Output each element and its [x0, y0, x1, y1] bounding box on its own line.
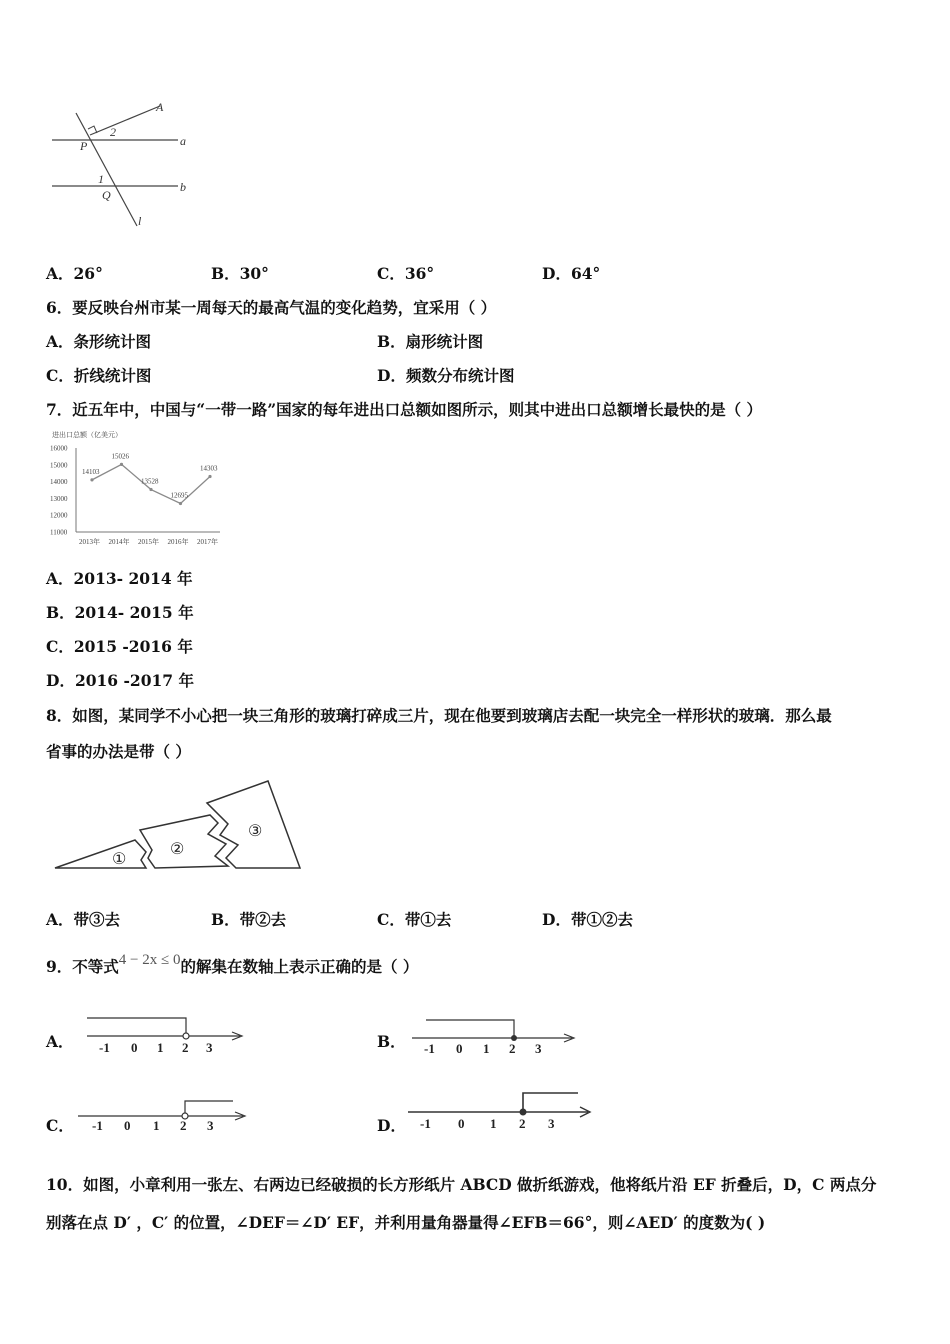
chart-point	[149, 488, 152, 491]
q8-text-line2: 省事的办法是带（ ）	[46, 742, 191, 761]
tick-b-2: 2	[509, 1041, 516, 1056]
q9-number-line-d[interactable]	[408, 1090, 598, 1136]
tick-a-2: 2	[182, 1040, 189, 1055]
tick-d-2: 2	[519, 1116, 526, 1131]
label-angle-1: 1	[98, 172, 104, 186]
q9-formula: 4 − 2x ≤ 0	[118, 952, 181, 968]
chart-value-label: 12695	[170, 491, 188, 500]
chart-ytick-label: 13000	[50, 494, 68, 503]
tick-a-m1: -1	[99, 1040, 110, 1055]
q6-option-a[interactable]: A．条形统计图	[46, 332, 152, 351]
chart-xtick-label: 2015年	[138, 538, 159, 546]
q7-option-a[interactable]: A．2013- 2014 年	[46, 569, 193, 588]
q9-number-line-b[interactable]	[412, 1017, 582, 1059]
q10-text-line2: 别落在点 D′ ，C′ 的位置，∠DEF＝∠D′ EF，并利用量角器量得∠EFB＝66°，则∠AED′ 的度数为( )	[46, 1213, 766, 1232]
tick-b-1: 1	[483, 1041, 490, 1056]
label-l: l	[138, 214, 142, 228]
q9-option-a-label[interactable]: A．	[46, 1032, 74, 1051]
q7-line-chart	[44, 428, 234, 550]
piece-label-2: ②	[170, 841, 185, 858]
q8-option-b[interactable]: B．带②去	[211, 910, 287, 929]
chart-ytick-label: 11000	[50, 528, 68, 537]
q8-broken-triangle-figure	[50, 778, 310, 873]
label-a: a	[180, 134, 186, 148]
chart-point	[120, 463, 123, 466]
chart-title: 进出口总额（亿美元）	[52, 431, 122, 439]
tick-b-m1: -1	[424, 1041, 435, 1056]
q9-option-b-label[interactable]: B．	[377, 1032, 406, 1051]
label-A: A	[156, 100, 164, 114]
tick-b-0: 0	[456, 1041, 463, 1056]
chart-point	[90, 478, 93, 481]
tick-c-m1: -1	[92, 1118, 103, 1133]
q6-option-c[interactable]: C．折线统计图	[46, 366, 152, 385]
glass-piece-1	[55, 840, 146, 868]
tick-d-m1: -1	[420, 1116, 431, 1131]
chart-ytick-label: 14000	[50, 478, 68, 487]
q7-option-c[interactable]: C．2015 -2016 年	[46, 637, 193, 656]
q8-text-line1: 8．如图，某同学不小心把一块三角形的玻璃打碎成三片，现在他要到玻璃店去配一块完全一样形状的玻璃．那么最	[46, 706, 832, 725]
tick-c-2: 2	[180, 1118, 187, 1133]
q9-question	[46, 952, 419, 977]
tick-d-1: 1	[490, 1116, 497, 1131]
chart-ytick-label: 15000	[50, 461, 68, 470]
q8-option-c[interactable]: C．带①去	[377, 910, 452, 929]
chart-xtick-label: 2017年	[197, 538, 218, 546]
chart-value-label: 13528	[141, 477, 159, 486]
q7-option-d[interactable]: D．2016 -2017 年	[46, 671, 194, 690]
q7-text: 7．近五年中，中国与“一带一路”国家的每年进出口总额如图所示，则其中进出口总额增长最快的是（ ）	[46, 400, 763, 419]
tick-a-0: 0	[131, 1040, 138, 1055]
q6-option-b[interactable]: B．扇形统计图	[377, 332, 484, 351]
chart-xtick-label: 2014年	[108, 538, 130, 546]
q9-option-c-label[interactable]: C．	[46, 1116, 74, 1135]
chart-ytick-label: 16000	[50, 444, 68, 453]
chart-value-label: 14103	[82, 467, 100, 476]
tick-c-0: 0	[124, 1118, 131, 1133]
label-P: P	[80, 139, 88, 153]
q9-suffix: 的解集在数轴上表示正确的是（ ）	[180, 957, 419, 976]
q5-figure	[40, 95, 210, 235]
chart-value-label: 15026	[111, 452, 129, 461]
tick-c-1: 1	[153, 1118, 160, 1133]
chart-point	[208, 475, 211, 478]
chart-xtick-label: 2016年	[167, 538, 189, 546]
q8-option-a[interactable]: A．带③去	[46, 910, 121, 929]
piece-label-1: ①	[112, 851, 127, 868]
q7-option-b[interactable]: B．2014- 2015 年	[46, 603, 194, 622]
tick-c-3: 3	[207, 1118, 214, 1133]
q9-prefix: 9．不等式	[46, 957, 119, 976]
q5-option-d[interactable]: D．64°	[542, 264, 601, 283]
tick-a-3: 3	[206, 1040, 213, 1055]
q5-option-c[interactable]: C．36°	[377, 264, 435, 283]
q8-option-d[interactable]: D．带①②去	[542, 910, 633, 929]
q9-option-d-label[interactable]: D．	[377, 1116, 406, 1135]
label-b: b	[180, 180, 186, 194]
q5-option-a[interactable]: A．26°	[46, 264, 103, 283]
chart-value-label: 14303	[200, 464, 218, 473]
q5-option-b[interactable]: B．30°	[211, 264, 269, 283]
chart-ytick-label: 12000	[50, 511, 68, 520]
q9-number-line-c[interactable]	[78, 1096, 253, 1138]
tick-d-0: 0	[458, 1116, 465, 1131]
piece-label-3: ③	[248, 823, 263, 840]
q10-text-line1: 10．如图，小章利用一张左、右两边已经破损的长方形纸片 ABCD 做折纸游戏，他将纸片沿 EF 折叠后，D，C 两点分	[46, 1175, 877, 1194]
q6-option-d[interactable]: D．频数分布统计图	[377, 366, 515, 385]
chart-xtick-label: 2013年	[79, 538, 100, 546]
label-angle-2: 2	[110, 125, 116, 139]
tick-b-3: 3	[535, 1041, 542, 1056]
tick-a-1: 1	[157, 1040, 164, 1055]
tick-d-3: 3	[548, 1116, 555, 1131]
chart-point	[179, 502, 182, 505]
q6-text: 6．要反映台州市某一周每天的最高气温的变化趋势，宜采用（ ）	[46, 298, 497, 317]
label-Q: Q	[102, 188, 111, 202]
q9-number-line-a[interactable]	[85, 1015, 250, 1057]
